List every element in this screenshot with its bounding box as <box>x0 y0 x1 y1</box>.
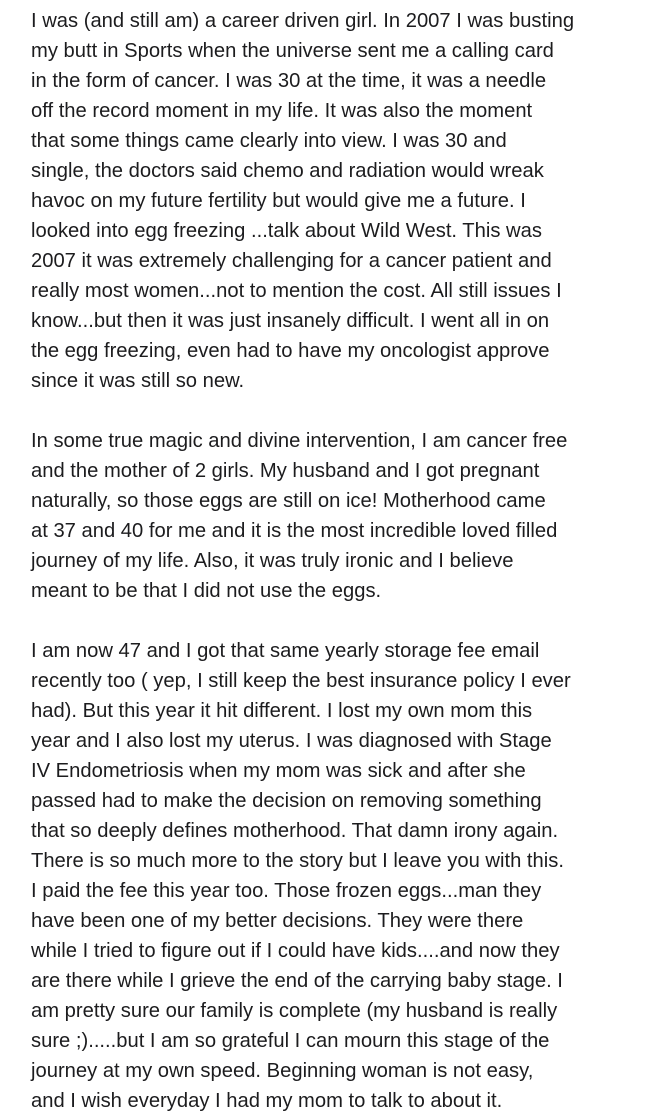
text-line: IV Endometriosis when my mom was sick and after she <box>31 760 526 782</box>
text-line: my butt in Sports when the universe sent me a calling card <box>31 40 554 62</box>
text-line: since it was still so new. <box>31 370 245 392</box>
text-line: I paid the fee this year too. Those frozen eggs...man they <box>31 880 542 902</box>
text-line: had). But this year it hit different. I lost my own mom this <box>31 700 533 722</box>
text-line: the egg freezing, even had to have my oncologist approve <box>31 340 550 362</box>
text-line: that some things came clearly into view. I was 30 and <box>31 130 507 152</box>
text-line: journey at my own speed. Beginning woman is not easy, <box>31 1060 534 1082</box>
text-line: know...but then it was just insanely difficult. I went all in on <box>31 310 550 332</box>
text-line: in the form of cancer. I was 30 at the time, it was a needle <box>31 70 547 92</box>
paragraph-3 <box>31 636 631 1116</box>
text-line: 2007 it was extremely challenging for a cancer patient and <box>31 250 552 272</box>
text-line: I am now 47 and I got that same yearly storage fee email <box>31 640 540 662</box>
text-line: I was (and still am) a career driven girl. In 2007 I was busting <box>31 10 575 32</box>
text-line: and the mother of 2 girls. My husband and I got pregnant <box>31 460 540 482</box>
text-line: single, the doctors said chemo and radiation would wreak <box>31 160 544 182</box>
text-line: looked into egg freezing ...talk about Wild West. This was <box>31 220 542 242</box>
text-line: at 37 and 40 for me and it is the most incredible loved filled <box>31 520 558 542</box>
text-line: that so deeply defines motherhood. That damn irony again. <box>31 820 559 842</box>
text-line: naturally, so those eggs are still on ice! Motherhood came <box>31 490 546 512</box>
text-line: journey of my life. Also, it was truly ironic and I believe <box>31 550 514 572</box>
text-line: recently too ( yep, I still keep the best insurance policy I ever <box>31 670 571 692</box>
text-line: havoc on my future fertility but would give me a future. I <box>31 190 526 212</box>
text-line: am pretty sure our family is complete (my husband is really <box>31 1000 558 1022</box>
text-line: There is so much more to the story but I leave you with this. <box>31 850 564 872</box>
text-line: really most women...not to mention the cost. All still issues I <box>31 280 562 302</box>
text-line: year and I also lost my uterus. I was diagnosed with Stage <box>31 730 552 752</box>
paragraph-2 <box>31 426 631 606</box>
text-line: while I tried to figure out if I could have kids....and now they <box>31 940 560 962</box>
text-line: sure ;).....but I am so grateful I can mourn this stage of the <box>31 1030 550 1052</box>
paragraph-1 <box>31 6 631 396</box>
text-line: passed had to make the decision on removing something <box>31 790 542 812</box>
story-text <box>31 6 631 1120</box>
text-line: off the record moment in my life. It was also the moment <box>31 100 533 122</box>
text-line: have been one of my better decisions. They were there <box>31 910 524 932</box>
text-line: are there while I grieve the end of the carrying baby stage. I <box>31 970 563 992</box>
text-line: In some true magic and divine intervention, I am cancer free <box>31 430 568 452</box>
text-line: and I wish everyday I had my mom to talk to about it. <box>31 1090 503 1112</box>
text-line: meant to be that I did not use the eggs. <box>31 580 382 602</box>
